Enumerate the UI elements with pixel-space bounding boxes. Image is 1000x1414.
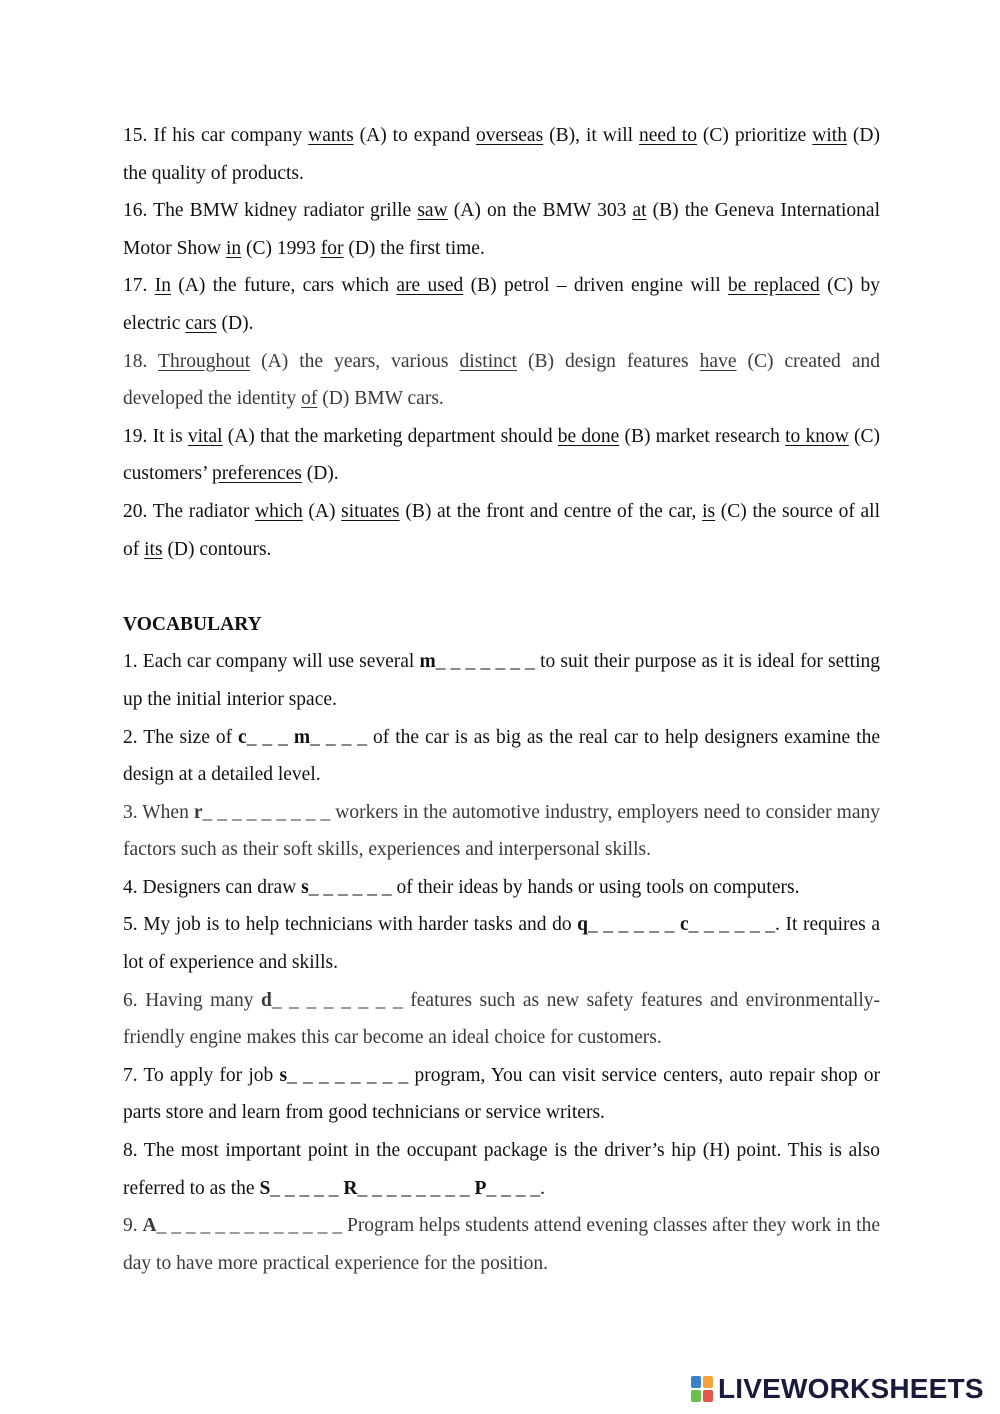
- question-text: _ _ _ _ _ _: [588, 914, 680, 936]
- question-text: (D) contours.: [162, 538, 272, 560]
- question-text: (A) on the BMW 303: [447, 200, 633, 222]
- vocabulary-question: [123, 719, 880, 794]
- question-text: (B), it will: [543, 125, 640, 146]
- underlined-option: have: [699, 350, 737, 372]
- underlined-option: saw: [417, 200, 448, 222]
- question-text: It is: [152, 425, 188, 447]
- liveworksheets-logo-icon: [691, 1376, 714, 1403]
- liveworksheets-logo: [691, 1371, 984, 1407]
- underlined-option: preferences: [212, 463, 302, 485]
- underlined-option: at: [632, 200, 647, 222]
- underlined-option: with: [812, 125, 847, 146]
- vocabulary-question: [123, 643, 880, 718]
- underlined-option: In: [154, 275, 171, 297]
- hint-letter: P: [474, 1177, 487, 1199]
- question-number: 5.: [123, 914, 144, 936]
- question-text: Each car company will use several: [142, 651, 420, 673]
- underlined-option: need to: [639, 125, 697, 146]
- grammar-question: [123, 493, 880, 568]
- question-text: _ _ _ _ _ _. It requires a lot of experience and skills.: [123, 914, 881, 974]
- question-text: _ _ _: [246, 726, 294, 748]
- question-text: (A) the years, various: [250, 350, 460, 372]
- question-text: _ _ _ _ _ _ _ _ program, You can visit service centers, auto repair shop or parts store and learn from good technicians or service writers.: [123, 1064, 880, 1124]
- question-number: 15.: [123, 125, 154, 146]
- question-number: 16.: [123, 200, 154, 222]
- question-number: 6.: [123, 989, 146, 1011]
- underlined-option: wants: [308, 125, 354, 146]
- question-text: _ _ _ _ of the car is as big as the real car to help designers examine the design at a detailed level.: [123, 726, 880, 786]
- question-text: _ _ _ _ _ _ of their ideas by hands or using tools on computers.: [308, 876, 800, 898]
- worksheet-content: [123, 117, 880, 1282]
- underlined-option: be done: [557, 425, 620, 447]
- grammar-question: [123, 117, 880, 192]
- vocabulary-question: [123, 1132, 880, 1207]
- question-number: 18.: [123, 350, 159, 372]
- question-number: 4.: [123, 876, 143, 898]
- vocabulary-question: [123, 1057, 880, 1132]
- vocabulary-question: [123, 869, 880, 907]
- question-text: The most important point in the occupant package is the driver’s hip (H) point. This is also referred to as the: [123, 1140, 880, 1199]
- question-text: (B) market research: [619, 425, 786, 447]
- question-text: (A) the future, cars which: [170, 275, 397, 297]
- hint-letter: R: [343, 1177, 358, 1199]
- question-text: Designers can draw: [142, 876, 302, 898]
- underlined-option: for: [320, 237, 344, 259]
- vocabulary-questions: [123, 643, 880, 1282]
- underlined-option: which: [255, 500, 303, 522]
- hint-letter: c: [238, 726, 247, 748]
- underlined-option: are used: [396, 275, 464, 297]
- question-text: My job is to help technicians with harder tasks and do: [143, 914, 578, 936]
- liveworksheets-brand: LIVEWORKSHEETS: [718, 1373, 984, 1404]
- underlined-option: of: [301, 388, 318, 410]
- question-text: The BMW kidney radiator grille: [153, 200, 418, 222]
- question-text: _ _ _ _ _ _ _ _ _ workers in the automotive industry, employers need to consider many factors such as their soft skills, experiences and interpersonal skills.: [123, 801, 880, 861]
- grammar-question: [123, 418, 880, 493]
- question-text: If his car company: [153, 125, 309, 146]
- question-text: _ _ _ _ _: [270, 1177, 344, 1199]
- question-text: _ _ _ _ _ _ _ _: [357, 1177, 475, 1199]
- question-text: (D).: [301, 463, 339, 485]
- grammar-question: [123, 267, 880, 342]
- grammar-question: [123, 343, 880, 418]
- hint-letter: d: [261, 989, 272, 1011]
- underlined-option: Throughout: [158, 350, 251, 372]
- question-text: (C) customers’: [123, 425, 881, 485]
- question-number: 8.: [123, 1140, 144, 1162]
- question-text: The radiator: [152, 500, 256, 522]
- question-text: To apply for job: [143, 1064, 280, 1086]
- underlined-option: to know: [785, 425, 849, 447]
- hint-letter: s: [279, 1064, 288, 1086]
- question-text: (C) by electric: [123, 275, 880, 334]
- question-text: (B) design features: [516, 350, 700, 372]
- question-text: The size of: [143, 726, 239, 748]
- vocabulary-question: [123, 1207, 880, 1282]
- underlined-option: cars: [185, 312, 217, 334]
- hint-letter: m: [293, 726, 311, 748]
- vocabulary-heading: VOCABULARY: [123, 613, 262, 635]
- hint-letter: S: [259, 1177, 271, 1199]
- question-text: (B) the Geneva International Motor Show: [123, 200, 881, 259]
- question-number: 7.: [123, 1064, 144, 1086]
- underlined-option: situates: [341, 500, 400, 522]
- hint-letter: A: [142, 1215, 157, 1237]
- section-gap: [123, 568, 880, 606]
- question-number: 2.: [123, 726, 144, 748]
- underlined-option: be replaced: [728, 275, 820, 297]
- question-text: When: [142, 801, 194, 823]
- underlined-option: overseas: [476, 125, 544, 146]
- question-number: 17.: [123, 275, 155, 297]
- question-text: (A): [302, 500, 342, 522]
- question-number: 1.: [123, 651, 143, 673]
- question-number: 20.: [123, 500, 153, 522]
- question-text: (D) the first time.: [343, 237, 485, 259]
- question-text: (B) petrol – driven engine will: [463, 275, 729, 297]
- question-text: _ _ _ _ _ _ _ _ features such as new safety features and environmentally-friendly engine makes this car become an ideal choice for customers.: [123, 989, 881, 1049]
- underlined-option: distinct: [459, 350, 517, 372]
- underlined-option: in: [225, 237, 242, 259]
- question-text: (C) created and developed the identity: [123, 350, 880, 410]
- hint-letter: m: [419, 651, 436, 673]
- hint-letter: q: [577, 914, 589, 936]
- hint-letter: s: [301, 876, 309, 898]
- question-text: (A) to expand: [353, 125, 477, 146]
- question-text: (C) the source of all of: [123, 500, 880, 560]
- question-number: 9.: [123, 1215, 143, 1237]
- question-text: _ _ _ _.: [486, 1177, 545, 1199]
- grammar-questions: [123, 117, 880, 568]
- vocabulary-question: [123, 906, 880, 981]
- question-text: (C) 1993: [241, 237, 321, 259]
- question-text: _ _ _ _ _ _ _ to suit their purpose as it is ideal for setting up the initial interior space.: [123, 651, 880, 710]
- underlined-option: is: [702, 500, 716, 522]
- vocabulary-question: [123, 794, 880, 869]
- question-text: _ _ _ _ _ _ _ _ _ _ _ _ _ Program helps students attend evening classes after they work in the day to have more practical experience for the position.: [123, 1215, 880, 1274]
- question-text: (D) the quality of products.: [123, 125, 880, 184]
- underlined-option: vital: [187, 425, 223, 447]
- question-text: (B) at the front and centre of the car,: [399, 500, 703, 522]
- question-number: 19.: [123, 425, 153, 447]
- question-number: 3.: [123, 801, 143, 823]
- question-text: (C) prioritize: [696, 125, 813, 146]
- underlined-option: its: [144, 538, 163, 560]
- question-text: (D) BMW cars.: [317, 388, 444, 410]
- question-text: (A) that the marketing department should: [222, 425, 558, 447]
- question-text: Having many: [145, 989, 262, 1011]
- vocabulary-question: [123, 982, 880, 1057]
- hint-letter: c: [679, 914, 689, 936]
- question-text: (D).: [216, 312, 254, 334]
- hint-letter: r: [193, 801, 203, 823]
- grammar-question: [123, 192, 880, 267]
